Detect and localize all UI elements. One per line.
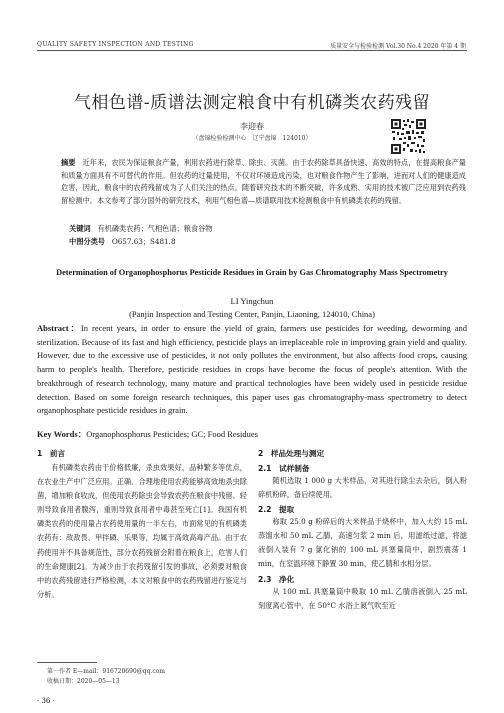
footnote-author-email: 第一作者 E—mail：916720690@qq.com (47, 668, 165, 675)
section-2-1-heading: 2.1 试样制备 (258, 464, 310, 473)
abstract-en (37, 322, 467, 418)
keywords-cn-label: 关键词 (69, 224, 91, 233)
section-2-3-body: 从 100 mL 具塞量筒中吸取 10 mL 乙腈溶液倒入 25 mL 刻度离心管中，在 50°C 水浴上氮气吹至近 (258, 586, 467, 610)
left-column (37, 448, 247, 602)
abstract-cn (61, 157, 466, 207)
paper-title-cn: 气相色谱-质谱法测定粮食中有机磷类农药残留 (73, 93, 431, 113)
header-rule (37, 50, 467, 51)
abstract-cn-text: 近年来，农民为保证粮食产量，利用农药进行除草、除虫、灭菌。由于农药除草具备快速、高效的特点，在提高粮食产量和质量方面具有不可替代的作用。但农药的过量使用，不仅对环境造成污染，也对粮食作物产生了影响，进而对人们的健康造成危害，因此，粮食中的农药残留成为了人们关注的热点。随着研究技术的不断突破，许多成熟、实用的技术被广泛应用到农药残留检测中。本文参考了部分国外的研究技术，利用气相色谱—质谱联用技术检测粮食中有机磷类农药的残留。 (61, 158, 466, 205)
affiliation-en: (Panjin Inspection and Testing Center, Panjin, Liaoning, 124010, China) (129, 309, 375, 319)
clc-number (69, 236, 474, 249)
keywords-en-text: Organophosphorus Pesticides; GC; Food Residues (86, 429, 258, 439)
section-1-body: 有机磷类农药由于价格低廉，杀虫效果好，品种繁多等优点，在农业生产中广泛应用。正确、合理地使用农药能够高效地杀虫除菌，增加粮食收成，但使用农药除虫会导致农药在粮食中残留。轻则导致食用者腹泻，重则导致食用者中毒甚至死亡[1]。我国有机磷类农药的使用量占农药使用量的一半左右，市面常见的有机磷类农药有：敌敌畏、甲拌磷、乐果等，均属于高效高毒产品。由于农药使用并不具备规范性，部分农药残留会附着在粮食上，危害人们的生命健康[2]。为减少由于农药残留引发的事故，必须要对粮食中的农药残留进行严格检测，本文对粮食中的农药残留进行鉴定与分析。 (37, 463, 247, 599)
affiliation-cn: （盘锦检验检测中心 辽宁盘锦 124010） (192, 135, 312, 142)
abstract-en-label: Abstract： (37, 323, 81, 333)
section-2-1-body: 随机选取 1 000 g 大米样品，对其进行除尘去杂后，倒入粉碎机粉碎，备后续使用。 (258, 476, 467, 500)
keywords-en (37, 428, 467, 440)
page-number: · 36 · (37, 697, 55, 705)
section-2-3-heading: 2.3 净化 (258, 574, 295, 584)
abstract-en-text: In recent years, in order to ensure the yield of grain, farmers use pesticides for weeding, deworming and sterilization. Because of its fast and high efficiency, pesticide plays an irreplaceable role in improving grain yield and quality. However, due to the excessive use of pesticides, it not only pollutes the environment, but also affects food crops, causing harm to people's health. Therefore, pesticide residues in crops have become the focus of people's attention. With the breakthrough of research technology, many mature and practical technologies have been widely used in pesticide residue detection. Based on some foreign research techniques, this paper uses gas chromatography-mass spectrometry to detect organophosphate pesticide residues in grain. (37, 323, 467, 416)
running-header-journal-en: QUALITY SAFETY INSPECTION AND TESTING (37, 41, 194, 48)
clc-label: 中图分类号 (69, 237, 105, 246)
footnote-rule (37, 662, 97, 663)
paper-title-en: Determination of Organophosphorus Pesticide Residues in Grain by Gas Chromatography Mass Spectrometry (56, 268, 448, 277)
section-1-heading: 1 前言 (37, 449, 66, 458)
clc-text: O657.63；S481.8 (111, 237, 176, 246)
footnote-received-date: 收稿日期：2020—05—13 (47, 678, 120, 685)
author-cn: 李迎春 (240, 122, 264, 131)
author-en: LI Yingchun (230, 296, 274, 306)
abstract-cn-label: 摘要 (61, 158, 76, 167)
keywords-en-label: Key Words： (37, 429, 87, 439)
section-2-heading: 2 样品处理与测定 (258, 449, 325, 458)
section-2-2-body: 称取 25.0 g 粉碎后的大米样品于烧杯中，加入大约 15 mL 蒸馏水和 50 mL 乙腈，高速匀浆 2 min 后，用滤纸过滤，将滤液倒入装有 7 g 氯化钠的 100 mL 具塞量筒中，剧烈震荡 1 min，在室温环境下静置 30 min，使乙腈和水相分层。 (258, 517, 467, 569)
section-2-2-heading: 2.2 提取 (258, 505, 295, 515)
keywords-cn (69, 223, 474, 236)
right-column (258, 448, 467, 613)
running-header-journal-cn: 质量安全与检验检测 Vol.30 No.4 2020 年第 4 期 (330, 43, 466, 50)
qr-code-icon (390, 118, 427, 155)
keywords-cn-text: 有机磷类农药；气相色谱；粮食谷物 (97, 224, 213, 233)
